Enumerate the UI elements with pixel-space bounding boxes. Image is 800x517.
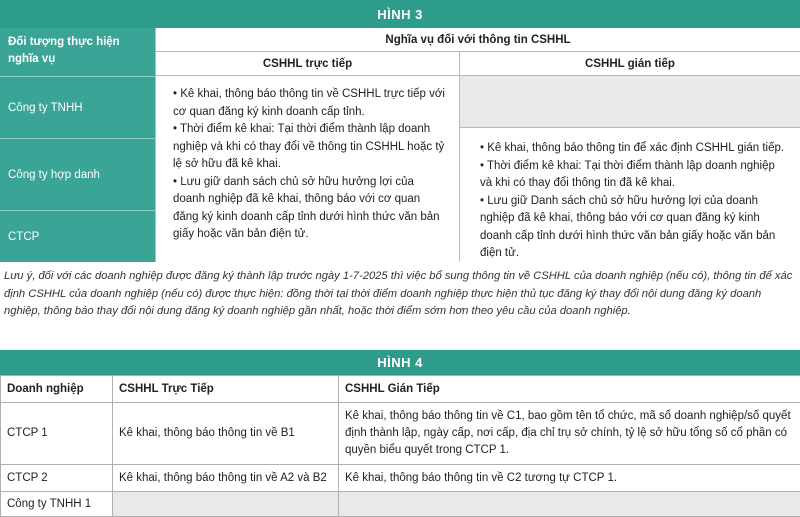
enterprise-cell: Công ty TNHH 1 — [1, 492, 113, 517]
indirect-cell: Kê khai, thông báo thông tin về C2 tương tự CTCP 1. — [339, 465, 800, 492]
indirect-cell: Kê khai, thông báo thông tin về C1, bao gồm tên tổ chức, mã số doanh nghiệp/số quyết định thành lập, ngày cấp, nơi cấp, địa chỉ trụ sở chính, tỷ lệ sở hữu tổng số cổ phần có quyền biểu quyết trong CTCP 1. — [339, 403, 800, 465]
direct-cell — [113, 492, 339, 517]
table-row — [1, 403, 800, 465]
indirect-line-2: • Thời điểm kê khai: Tại thời điểm thành lập doanh nghiệp và khi có thay đổi thông tin đã kê khai. — [480, 158, 790, 193]
direct-line-3: • Lưu giữ danh sách chủ sở hữu hưởng lợi của doanh nghiệp đã kê khai, thông báo với cơ quan đăng ký kinh doanh cấp tỉnh dưới hình thức văn bản giấy hoặc văn bản điện tử. — [173, 174, 447, 244]
note-paragraph: Lưu ý, đối với các doanh nghiệp được đăng ký thành lập trước ngày 1-7-2025 thì việc bổ sung thông tin về CSHHL của doanh nghiệp (nếu có), thông tin để xác định CSHHL của doanh nghiệp (nếu có) được thực hiện: đồng thời tại thời điểm doanh nghiệp thực hiện thủ tục đăng ký thay đổi nội dung đăng ký doanh nghiệp, thông báo thay đổi nội dung đăng ký doanh nghiệp gần nhất, hoặc thời điểm sớm hơn theo yêu cầu của doanh nghiệp. — [4, 268, 798, 321]
subject-header: Đối tượng thực hiện nghĩa vụ — [0, 28, 155, 76]
row-label-ctcp: CTCP — [0, 210, 155, 262]
header-enterprise: Doanh nghiệp — [1, 376, 113, 403]
indirect-line-1: • Kê khai, thông báo thông tin để xác định CSHHL gián tiếp. — [480, 140, 790, 158]
direct-obligations-cell — [155, 76, 459, 262]
header-direct: CSHHL Trực Tiếp — [113, 376, 339, 403]
col-indirect-header: CSHHL gián tiếp — [459, 52, 800, 76]
indirect-cell — [339, 492, 800, 517]
indirect-obligations-cell — [459, 128, 800, 262]
figure-3-title: HÌNH 3 — [0, 0, 800, 28]
figure-4-table — [0, 375, 800, 517]
direct-line-2: • Thời điểm kê khai: Tại thời điểm thành lập doanh nghiệp và khi có thay đổi về thông tin CSHHL hoặc tỷ lệ sở hữu đã kê khai. — [173, 121, 447, 174]
header-indirect: CSHHL Gián Tiếp — [339, 376, 800, 403]
enterprise-cell: CTCP 1 — [1, 403, 113, 465]
enterprise-cell: CTCP 2 — [1, 465, 113, 492]
indirect-line-3: • Lưu giữ Danh sách chủ sở hữu hưởng lợi của doanh nghiệp đã kê khai, thông báo với cơ quan đăng ký kinh doanh cấp tỉnh dưới hình thức văn bản giấy hoặc văn bản điện tử. — [480, 193, 790, 263]
direct-line-1: • Kê khai, thông báo thông tin về CSHHL trực tiếp với cơ quan đăng ký kinh doanh cấp tỉnh. — [173, 86, 447, 121]
row-label-hop-danh: Công ty hợp danh — [0, 138, 155, 210]
table-row — [1, 492, 800, 517]
obligation-header: Nghĩa vụ đối với thông tin CSHHL — [155, 28, 800, 52]
figure-3-table — [0, 28, 800, 262]
direct-cell: Kê khai, thông báo thông tin về B1 — [113, 403, 339, 465]
direct-cell: Kê khai, thông báo thông tin về A2 và B2 — [113, 465, 339, 492]
indirect-empty-cell — [459, 76, 800, 128]
table-row — [1, 465, 800, 492]
row-label-tnhh: Công ty TNHH — [0, 76, 155, 138]
col-direct-header: CSHHL trực tiếp — [155, 52, 459, 76]
figure-4-title: HÌNH 4 — [0, 350, 800, 375]
